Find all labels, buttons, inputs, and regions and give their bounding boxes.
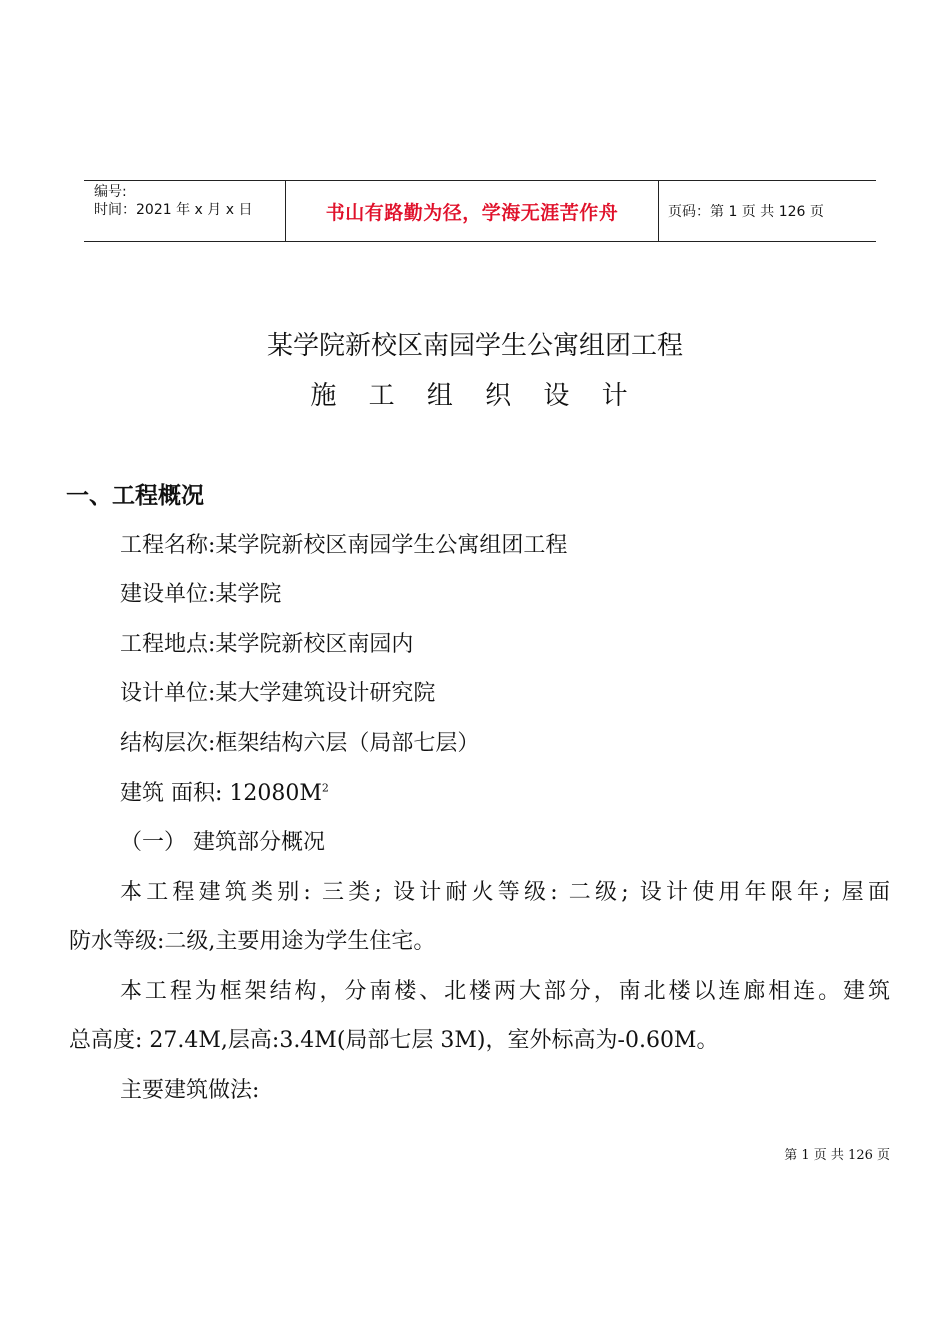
area-text: 建筑 面积: 12080M	[120, 781, 322, 806]
area-superscript: 2	[321, 781, 329, 795]
designer-line: 设计单位:某大学建筑设计研究院	[120, 681, 436, 706]
document-subtitle: 施 工 组 织 设 计	[310, 381, 640, 411]
header-divider	[658, 181, 659, 241]
time-label: 时间：2021 年 x 月 x 日	[94, 202, 253, 218]
paragraph-line: 本工程建筑类别: 三类; 设计耐火等级: 二级; 设计使用年限年; 屋面	[120, 880, 890, 905]
area-line	[120, 774, 329, 814]
header-table	[84, 180, 876, 242]
page-footer: 第 1 页 共 126 页	[784, 1148, 890, 1163]
project-name-line: 工程名称:某学院新校区南园学生公寓组团工程	[120, 533, 568, 558]
practices-heading: 主要建筑做法:	[120, 1078, 260, 1103]
builder-line: 建设单位:某学院	[120, 582, 282, 607]
structure-line: 结构层次:框架结构六层（局部七层）	[120, 731, 480, 756]
number-label: 编号:	[94, 184, 127, 200]
paragraph-line: 本工程为框架结构，分南楼、北楼两大部分，南北楼以连廊相连。建筑	[120, 979, 890, 1004]
header-page-number: 页码：第 1 页 共 126 页	[668, 204, 824, 220]
location-line: 工程地点:某学院新校区南园内	[120, 632, 414, 657]
paragraph-line: 总高度: 27.4M,层高:3.4M(局部七层 3M)，室外标高为-0.60M。	[69, 1028, 719, 1053]
paragraph-line: 防水等级:二级,主要用途为学生住宅。	[69, 929, 436, 954]
section-heading: 一、工程概况	[66, 483, 204, 509]
sub-heading: （一） 建筑部分概况	[120, 830, 325, 855]
header-left-cell	[94, 183, 252, 219]
header-motto: 书山有路勤为径，学海无涯苦作舟	[325, 201, 619, 224]
document-title: 某学院新校区南园学生公寓组团工程	[266, 331, 683, 361]
